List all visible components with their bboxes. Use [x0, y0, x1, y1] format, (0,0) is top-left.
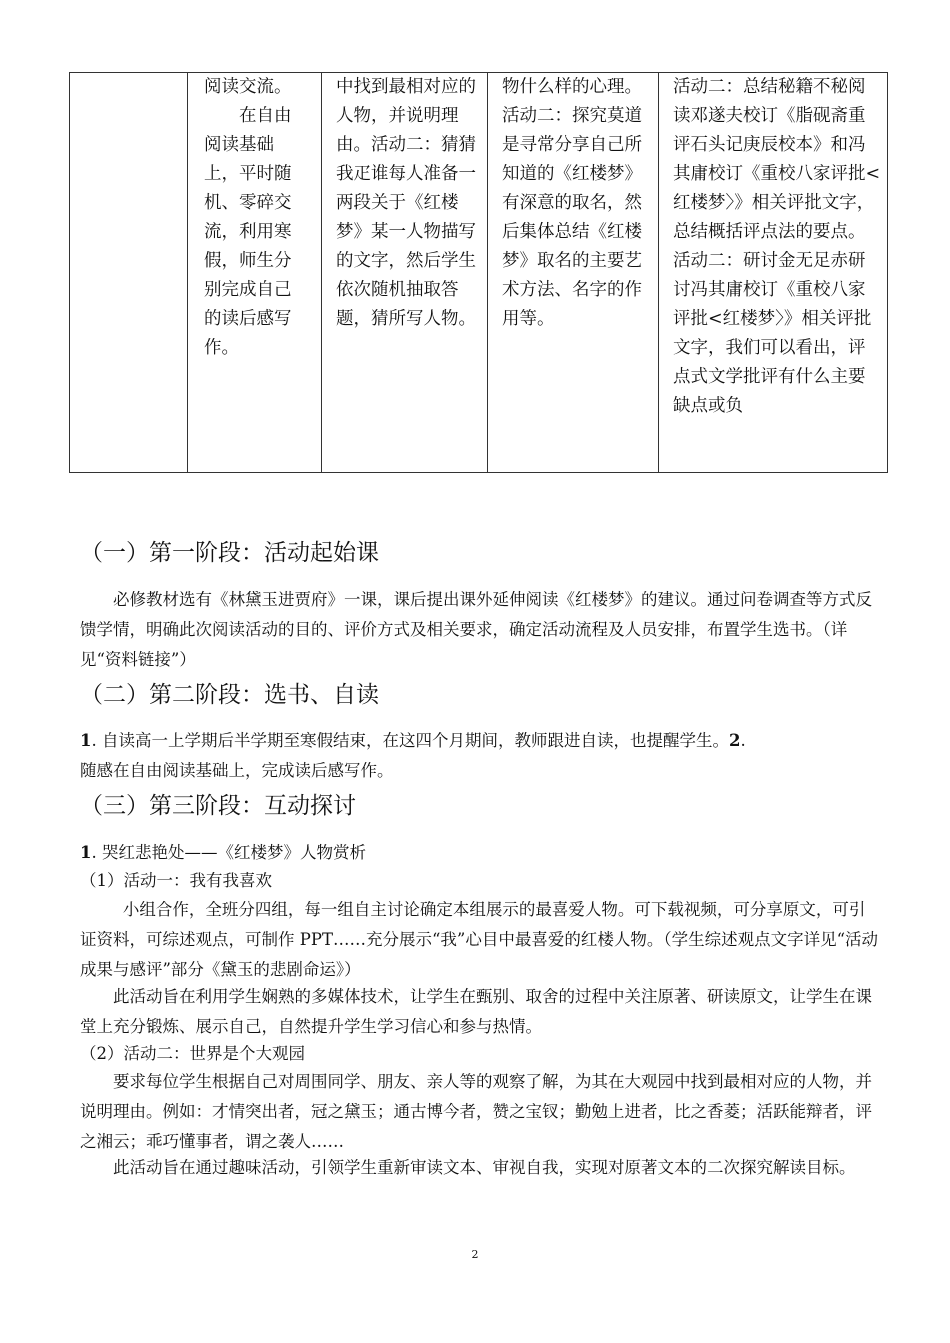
table-cell-empty: [70, 73, 188, 473]
section-paragraph: 要求每位学生根据自己对周围同学、朋友、亲人等的观察了解，为其在大观园中找到最相对应的人物，并说明理由。例如：才情突出者，冠之黛玉；通古博今者，赞之宝钗；勤勉上进者，比之香菱；活跃能辩者，评之湘云；乖巧懂事者，谓之袭人……: [80, 1072, 872, 1151]
list-number: 2: [728, 731, 741, 750]
activity-number: （2）: [80, 1044, 124, 1063]
section-paragraph: [80, 726, 880, 786]
table-cell-activity: [488, 73, 659, 473]
activity-name: 活动二：世界是个大观园: [123, 1044, 305, 1063]
table-cell-activity: [322, 73, 488, 473]
list-item: [80, 838, 366, 868]
activity-title: [80, 1039, 305, 1069]
list-number: 1: [80, 731, 92, 750]
activity-number: （1）: [80, 871, 124, 890]
activity-name: 活动一：我有我喜欢: [123, 871, 272, 890]
section-paragraph: 此活动旨在利用学生娴熟的多媒体技术，让学生在甄别、取舍的过程中关注原著、研读原文，让学生在课堂上充分锻炼、展示自己，自然提升学生学习信心和参与热情。: [80, 987, 872, 1036]
activity-table: [69, 72, 888, 473]
cell-text: 在自由阅读基础上，平时随机、零碎交流，利用寒假，师生分别完成自己的读后感写作。: [204, 106, 292, 358]
list-number: 1: [80, 843, 92, 862]
page-number: 2: [471, 1248, 479, 1261]
section-paragraph: 小组合作，全班分四组，每一组自主讨论确定本组展示的最喜爱人物。可下载视频，可分享原文，可引证资料，可综述观点，可制作 PPT……充分展示“我”心目中最喜爱的红楼人物。（学生综述观点文字详见“活动成果与感评”部分《黛玉的悲剧命运》）: [80, 900, 879, 979]
cell-text: 阅读交流。: [204, 77, 292, 97]
section-paragraph: 必修教材选有《林黛玉进贾府》一课，课后提出课外延伸阅读《红楼梦》的建议。通过问卷调查等方式反馈学情，明确此次阅读活动的目的、评价方式及相关要求，确定活动流程及人员安排，布置学生选书。（详见“资料链接”）: [80, 590, 872, 669]
table-cell-reading: [188, 73, 322, 473]
cell-text: 物什么样的心理。活动二：探究莫道是寻常分享自己所知道的《红楼梦》有深意的取名，然后集体总结《红楼梦》取名的主要艺术方法、名字的作用等。: [502, 77, 642, 329]
cell-text: 中找到最相对应的人物，并说明理由。活动二：猜猜我疋谁每人准备一两段关于《红楼梦》某一人物描写的文字，然后学生依次随机抽取答题，猜所写人物。: [336, 77, 476, 329]
section-heading: （二）第二阶段：选书、自读: [80, 682, 379, 708]
section-paragraph: 此活动旨在通过趣味活动，引领学生重新审读文本、审视自我，实现对原著文本的二次探究解读目标。: [113, 1158, 856, 1177]
list-text: . 自读高一上学期后半学期至寒假结束，在这四个月期间，教师跟进自读，也提醒学生。: [91, 731, 729, 750]
activity-title: [80, 866, 272, 896]
list-text: . 哭红悲艳处——《红楼梦》人物赏析: [91, 843, 366, 862]
cell-text: 活动二：总结秘籍不秘阅读邓遂夫校订《脂砚斋重评石头记庚辰校本》和冯其庸校订《重校八家评批<红楼梦〉》相关评批文字，总结概括评点法的要点。活动二：研讨金无足赤研讨冯其庸校订《重校八家评批<红楼梦〉》相关评批文字，我们可以看出，评点式文学批评有什么主要缺点或负: [673, 77, 881, 416]
section-heading: （三）第三阶段：互动探讨: [80, 793, 356, 819]
table-row: [70, 73, 888, 473]
section-heading: （一）第一阶段：活动起始课: [80, 540, 379, 566]
list-text: .: [740, 731, 746, 750]
table-cell-activity: [659, 73, 888, 473]
list-text: 随感在自由阅读基础上，完成读后感写作。: [80, 761, 394, 780]
